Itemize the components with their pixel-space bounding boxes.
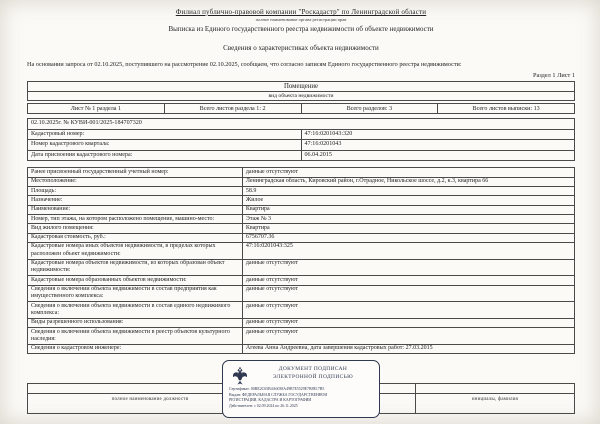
object-type-table	[27, 81, 575, 101]
object-type-value: Помещение	[28, 82, 575, 92]
table-row	[28, 328, 575, 345]
sheet-info-cell: Всего разделов: 3	[301, 104, 438, 114]
row-label: Дата присвоения кадастрового номера:	[28, 150, 302, 161]
sheet-info-row	[28, 104, 575, 114]
stamp-title-line1: ДОКУМЕНТ ПОДПИСАН	[278, 366, 348, 372]
row-value: данные отсутствуют	[242, 285, 574, 302]
sheet-info-cell: Всего листов выписки: 13	[438, 104, 575, 114]
stamp-certificate: Сертификат: 00BE2C65B4A6038A49B7E5529E7B8E17B5	[229, 387, 325, 391]
row-value: 47:16:0201043:325	[242, 242, 574, 259]
table-row	[28, 215, 575, 224]
row-value: Квартира	[242, 205, 574, 214]
table-row	[28, 177, 575, 186]
row-label: Ранее присвоенный государственный учетный номер:	[28, 168, 243, 177]
row-label: Назначение:	[28, 196, 243, 205]
request-date-number: 02.10.2025г. № КУВИ-001/2025-184707320	[28, 119, 575, 130]
position-caption: полное наименование должности	[28, 394, 273, 414]
table-row	[28, 318, 575, 327]
row-label: Кадастровая стоимость, руб.:	[28, 233, 243, 242]
row-value: 6756707.36	[242, 233, 574, 242]
object-details-table	[27, 167, 575, 354]
table-row	[28, 259, 575, 276]
table-row	[28, 276, 575, 285]
row-value: данные отсутствуют	[242, 276, 574, 285]
row-label: Виды разрешенного использования:	[28, 318, 243, 327]
row-value: Ленинградская область, Кировский район, г.Отрадное, Никольское шоссе, д.2, к.3, квартира 66	[242, 177, 574, 186]
row-value: данные отсутствуют	[242, 259, 574, 276]
row-value: Жилое	[242, 196, 574, 205]
object-type-caption: вид объекта недвижимости	[28, 92, 575, 101]
row-label: Номер, тип этажа, на котором расположено помещение, машино-место:	[28, 215, 243, 224]
row-label: Кадастровые номера образованных объектов недвижимости:	[28, 276, 243, 285]
row-value: 06.04.2015	[301, 150, 575, 161]
row-label: Кадастровые номера объектов недвижимости, из которых образован объект недвижимости:	[28, 259, 243, 276]
stamp-valid-dates: Действителен: с 02.09.2024 по 26.11.2025	[229, 403, 298, 408]
row-value: 47:16:0201043	[301, 140, 575, 151]
table-row	[28, 150, 575, 161]
table-row	[28, 344, 575, 353]
sheet-info-table	[27, 103, 575, 114]
row-value: 47:16:0201043:320	[301, 129, 575, 140]
table-row	[28, 285, 575, 302]
row-value: Агеева Анна Андреевна, дата завершения кадастровых работ: 27.03.2015	[242, 344, 574, 353]
coat-of-arms-icon	[231, 365, 249, 387]
table-row	[28, 224, 575, 233]
row-label: Площадь:	[28, 187, 243, 196]
row-label: Сведения о включении объекта недвижимости в состав предприятия как имущественного комплекса:	[28, 285, 243, 302]
org-name-caption: полное наименование органа регистрации прав	[255, 17, 347, 22]
initials-caption: инициалы, фамилия	[415, 394, 574, 414]
row-label: Кадастровые номера иных объектов недвижимости, в пределах которых расположен объект недвижимости:	[28, 242, 243, 259]
digital-signature-stamp	[222, 360, 380, 418]
table-row	[28, 233, 575, 242]
table-row	[28, 129, 575, 140]
basis-line: На основании запроса от 02.10.2025, поступившего на рассмотрение 02.10.2025, сообщаем, что согласно записям Единого государственного реестра недвижимости:	[27, 61, 462, 68]
table-row	[28, 302, 575, 319]
row-value: данные отсутствуют	[242, 318, 574, 327]
row-label: Сведения о включении объекта недвижимости в состав единого недвижимого комплекса:	[28, 302, 243, 319]
section-page-ref: Раздел 1 Лист 1	[532, 72, 575, 79]
row-label: Местоположение:	[28, 177, 243, 186]
document-title: Выписка из Единого государственного реестра недвижимости об объекте недвижимости	[168, 25, 434, 33]
row-label: Наименование:	[28, 205, 243, 214]
sheet-info-cell: Всего листов раздела 1: 2	[164, 104, 301, 114]
stamp-title-line2: ЭЛЕКТРОННОЙ ПОДПИСЬЮ	[272, 374, 354, 381]
row-label: Сведения о кадастровом инженере:	[28, 344, 243, 353]
row-label: Номер кадастрового квартала:	[28, 140, 302, 151]
row-label: Вид жилого помещения:	[28, 224, 243, 233]
sheet-info-cell: Лист № 1 раздела 1	[28, 104, 165, 114]
row-value: данные отсутствуют	[242, 302, 574, 319]
table-row	[28, 205, 575, 214]
table-row	[28, 242, 575, 259]
table-row	[28, 196, 575, 205]
row-value: 58.9	[242, 187, 574, 196]
section-title: Сведения о характеристиках объекта недвижимости	[223, 44, 379, 52]
row-value: Квартира	[242, 224, 574, 233]
org-name: Филиал публично-правовой компании "Роскадастр" по Ленинградской области	[175, 8, 427, 16]
row-label: Кадастровый номер:	[28, 129, 302, 140]
table-row	[28, 187, 575, 196]
row-value: данные отсутствуют	[242, 168, 574, 177]
row-value: Этаж № 3	[242, 215, 574, 224]
table-row	[28, 140, 575, 151]
stamp-issued-by: Выдан: ФЕДЕРАЛЬНАЯ СЛУЖБА ГОСУДАРСТВЕННОЙ	[229, 392, 328, 397]
row-label: Сведения о включении объекта недвижимости в реестр объектов культурного наследия:	[28, 328, 243, 345]
row-value: данные отсутствуют	[242, 328, 574, 345]
stamp-issued-by-line2: РЕГИСТРАЦИИ, КАДАСТРА И КАРТОГРАФИИ	[229, 398, 312, 403]
table-row	[28, 168, 575, 177]
request-id-table	[27, 118, 575, 161]
